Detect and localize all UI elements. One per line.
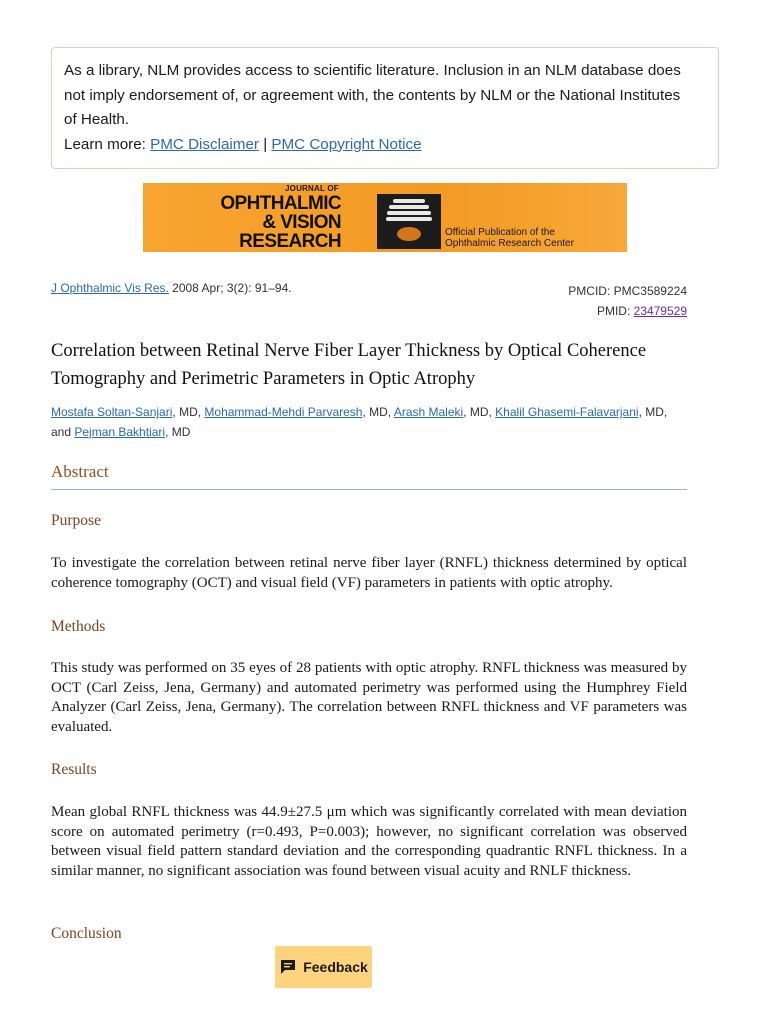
official-line-1: Official Publication of the [445, 227, 555, 238]
pmc-copyright-notice-link[interactable]: PMC Copyright Notice [271, 135, 422, 153]
disclaimer-line-2: not imply endorsement of, or agreement with, the contents by NLM or the National Institutes [64, 86, 681, 104]
pmid-line [568, 301, 687, 321]
author-link[interactable]: Arash Maleki [393, 405, 464, 419]
banner-research: RESEARCH [239, 231, 341, 252]
methods-heading: Methods [51, 618, 106, 635]
link-separator: | [258, 135, 272, 153]
pmc-disclaimer-link[interactable]: PMC Disclaimer [150, 135, 259, 153]
disclaimer-line-3: of Health. [64, 111, 130, 128]
abstract-divider [51, 489, 687, 490]
journal-link[interactable]: J Ophthalmic Vis Res. [51, 281, 169, 295]
purpose-text: To investigate the correlation between retinal nerve fiber layer (RNFL) thickness determined by optical coherence tomography (OCT) and visual field (VF) parameters in patients with optic atrophy. [51, 555, 687, 591]
author-suffix: , MD, [172, 405, 205, 419]
feedback-button[interactable] [275, 946, 372, 988]
author-suffix: , MD, [362, 405, 394, 419]
author-suffix: , MD [165, 424, 191, 439]
purpose-heading: Purpose [51, 512, 101, 529]
author-link[interactable]: Pejman Bakhtiari [74, 424, 166, 439]
title-line-2: Tomography and Perimetric Parameters in Optic Atrophy [51, 369, 476, 389]
author-and: and [51, 424, 75, 439]
author-link[interactable]: Mostafa Soltan-Sanjari [51, 405, 173, 419]
feedback-label: Feedback [303, 959, 368, 975]
abstract-heading: Abstract [51, 462, 109, 481]
banner-journal-of: JOURNAL OF [285, 184, 339, 193]
author-link[interactable]: Khalil Ghasemi-Falavarjani [495, 405, 639, 419]
author-list [51, 403, 691, 442]
banner-ophthalmic: OPHTHALMIC [220, 193, 341, 214]
results-heading: Results [51, 761, 97, 778]
author-suffix: , MD, [463, 405, 496, 419]
nlm-disclaimer-box [51, 47, 719, 169]
journal-banner [143, 183, 627, 252]
article-ids [568, 281, 687, 321]
author-suffix: , MD, [638, 405, 668, 419]
banner-official-publication [445, 227, 574, 249]
authors-line-2 [51, 423, 691, 443]
authors-line-1 [51, 403, 691, 423]
pmid-label: PMID: [596, 304, 634, 318]
article-title [51, 337, 691, 393]
title-line-1: Correlation between Retinal Nerve Fiber Layer Thickness by Optical Coherence [51, 341, 647, 361]
citation-line [51, 281, 292, 295]
conclusion-heading: Conclusion [51, 925, 122, 942]
journal-logo-icon [377, 194, 441, 249]
disclaimer-line-1: As a library, NLM provides access to scientific literature. Inclusion in an NLM database does [64, 62, 681, 79]
official-line-2: Ophthalmic Research Center [445, 238, 574, 249]
citation-details: 2008 Apr; 3(2): 91–94. [168, 281, 292, 295]
methods-text: This study was performed on 35 eyes of 28 patients with optic atrophy. RNFL thickness was measured by OCT (Carl Zeiss, Jena, Germany) and automated perimetry was performed using the Humphrey Field Analyzer (Carl Zeiss, Jena, Germany). The correlation between RNFL thickness and VF parameters was evaluated. [51, 660, 687, 735]
learn-more-label: Learn more: [64, 135, 151, 153]
pmid-link[interactable]: 23479529 [633, 304, 687, 318]
author-link[interactable]: Mohammad-Mehdi Parvaresh [204, 405, 363, 419]
banner-vision: & VISION [262, 212, 341, 233]
chat-bubble-icon [279, 958, 297, 976]
learn-more-line [64, 133, 706, 158]
results-text: Mean global RNFL thickness was 44.9±27.5 μm which was significantly correlated with mean deviation score on automated perimetry (r=0.493, P=0.003); however, no significant correlation was observed between visual field pattern standard deviation and the corresponding quadrantic RNFL thickness. In a similar manner, no significant association was found between visual acuity and RNLF thickness. [51, 804, 687, 879]
pmcid: PMCID: PMC3589224 [568, 284, 687, 298]
